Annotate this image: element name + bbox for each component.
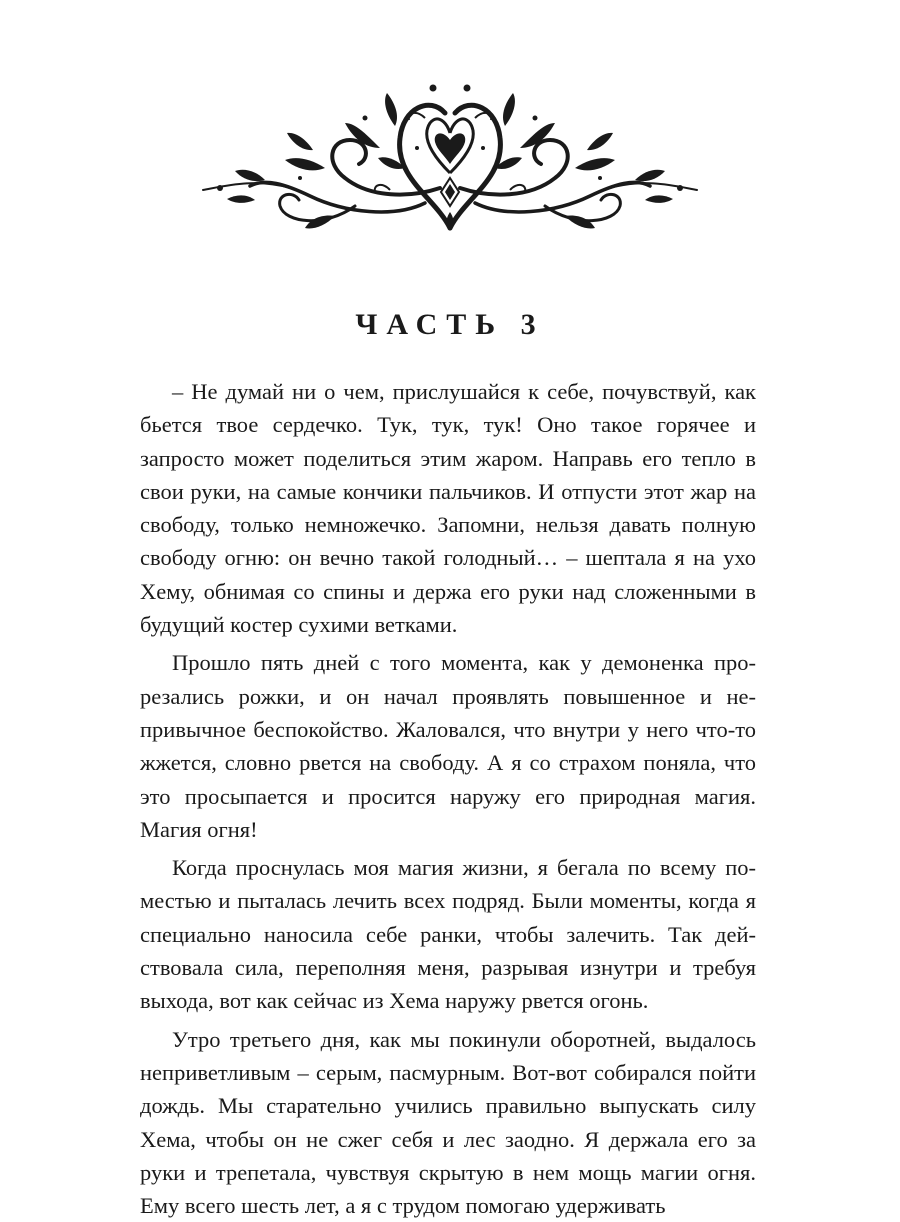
- paragraph-3: Когда проснулась моя магия жизни, я бегала по всему поместью и пыталась лечить всех подряд. Были моменты, когда я специально наносила себе ранки, чтобы залечить. Так действовала сила, переполняя меня, разрывая изнутри и требуя выхода, вот как сейчас из Хема наружу рвется огонь.: [140, 855, 756, 1014]
- paragraph-2: Прошло пять дней с того момента, как у демоненка прорезались рожки, и он начал проявлять повышенное и непривычное беспокойство. Жаловался, что внутри у него что-то жжется, словно рвется на свободу. А я со страхом поняла, что это просыпается и просится наружу его природная магия. Магия огня!: [140, 650, 756, 842]
- chapter-title: ЧАСТЬ 3: [355, 308, 545, 341]
- paragraph-1: – Не думай ни о чем, прислушайся к себе, почувствуй, как бьется твое сердечко. Тук, тук, тук! Оно такое горячее и запросто может поделиться этим жаром. Направь его тепло в свои руки, на самые кончики пальчиков. И отпусти этот жар на свободу, только немножечко. Запомни, нельзя давать полную свободу огню: он вечно такой голодный… – шептала я на ухо Хему, обнимая со спины и держа его руки над сложенными в будущий костер сухими ветками.: [140, 379, 756, 638]
- text-body: [140, 375, 756, 1222]
- paragraph-4: Утро третьего дня, как мы покинули оборотней, выдалось неприветливым – серым, пасмурным. Вот-вот собирался пойти дождь. Мы старательно учились правильно выпускать силу Хема, чтобы он не сжег себя и лес заодно. Я держала его за руки и трепетала, чувствуя скрытую в нем мощь магии огня. Ему всего шесть лет, а я с трудом помогаю удерживать: [140, 1026, 756, 1219]
- ornamental-flourish-icon: [195, 78, 705, 238]
